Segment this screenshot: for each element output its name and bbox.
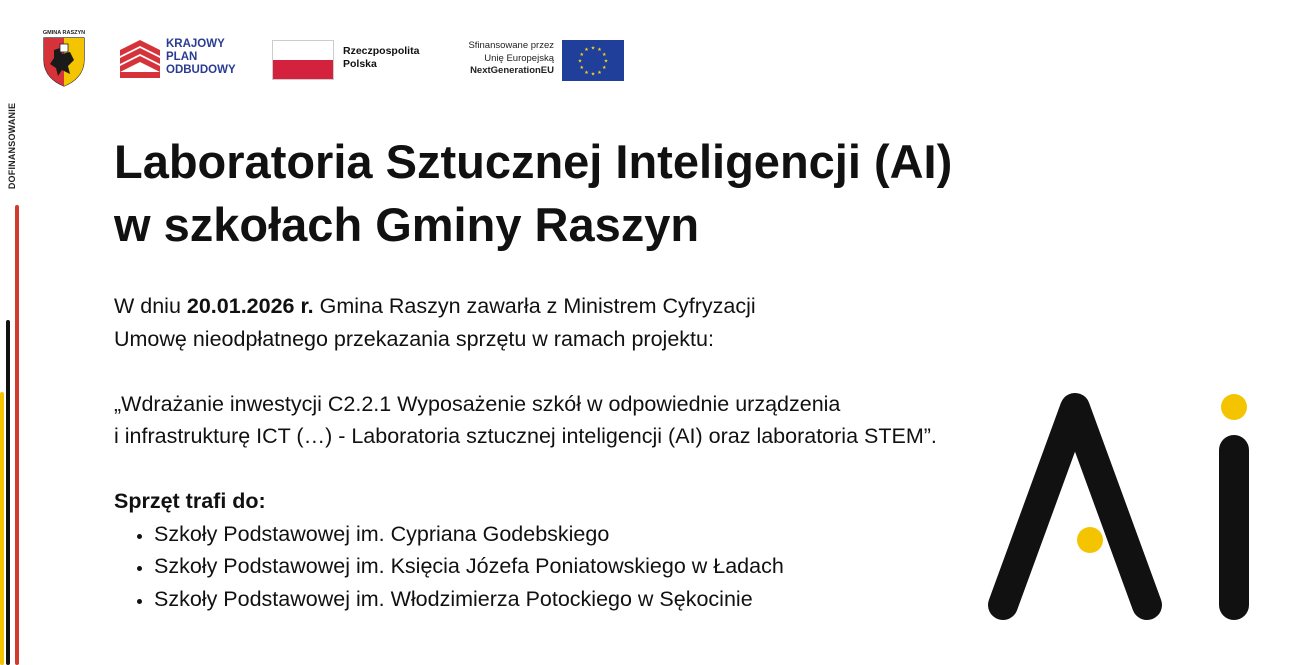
rp-line1: Rzeczpospolita <box>343 45 420 57</box>
svg-text:★: ★ <box>590 71 596 78</box>
polish-flag-icon <box>272 40 334 80</box>
schools-heading-text: Sprzęt trafi do: <box>114 489 266 513</box>
page-title <box>114 130 1114 256</box>
eu-line1: Sfinansowane przez <box>468 40 554 51</box>
eu-funding-text <box>444 40 554 78</box>
eu-line2: Unię Europejską <box>484 52 554 64</box>
eu-line3: NextGenerationEU <box>470 65 554 76</box>
intro-date: 20.01.2026 r. <box>186 294 314 318</box>
yellow-stripe <box>0 392 4 665</box>
schools-heading <box>114 485 1034 518</box>
svg-text:★: ★ <box>577 58 583 65</box>
eu-flag-icon <box>562 40 624 81</box>
title-line1: Laboratoria Sztucznej Inteligencji (AI) <box>114 135 953 188</box>
kpo-line1: KRAJOWY <box>166 38 225 50</box>
announcement-body <box>114 290 1034 615</box>
svg-text:★: ★ <box>579 65 584 71</box>
rzeczpospolita-logo-text <box>343 45 443 71</box>
intro-line2: Umowę nieodpłatnego przekazania sprzętu w ramach projektu: <box>114 326 714 351</box>
side-label <box>0 96 24 196</box>
kpo-logo-icon <box>120 40 160 80</box>
project-line1: „Wdrażanie inwestycji C2.2.1 Wyposażenie szkół w odpowiednie urządzenia <box>114 391 841 416</box>
kpo-line2: PLAN <box>166 51 198 63</box>
list-item: • Szkoły Podstawowej im. Włodzimierza Potockiego w Sękocinie <box>154 583 1034 616</box>
kpo-logo-text <box>166 38 256 77</box>
crest-label: GMINA RASZYN <box>42 30 86 36</box>
intro-line1 <box>114 290 1034 323</box>
svg-text:★: ★ <box>597 69 602 76</box>
svg-text:★: ★ <box>603 58 609 65</box>
rp-line2: Polska <box>343 58 377 70</box>
list-item: • Szkoły Podstawowej im. Księcia Józefa Poniatowskiego w Ładach <box>154 550 1034 583</box>
black-stripe <box>6 320 10 665</box>
svg-text:★: ★ <box>579 52 584 58</box>
list-item: • Szkoły Podstawowej im. Cypriana Godebskiego <box>154 518 1034 551</box>
ai-logo-graphic <box>975 380 1265 630</box>
kpo-line3: ODBUDOWY <box>166 64 236 76</box>
svg-text:★: ★ <box>602 52 607 58</box>
red-stripe <box>15 205 19 665</box>
svg-text:★: ★ <box>584 47 589 54</box>
title-line2: w szkołach Gminy Raszyn <box>114 198 700 251</box>
svg-text:★: ★ <box>590 45 596 52</box>
crest-icon <box>40 30 88 88</box>
intro-suffix: Gmina Raszyn zawarła z Ministrem Cyfryzacji <box>313 294 756 318</box>
project-line2: i infrastrukturę ICT (…) - Laboratoria sztucznej inteligencji (AI) oraz laboratoria STEM”. <box>114 424 937 448</box>
intro-prefix: W dniu <box>114 294 187 318</box>
schools-list <box>114 518 1034 616</box>
side-label-text: DOFINANSOWANIE <box>7 102 17 190</box>
svg-text:★: ★ <box>602 65 607 71</box>
svg-text:★: ★ <box>597 47 602 54</box>
svg-text:★: ★ <box>584 69 589 76</box>
